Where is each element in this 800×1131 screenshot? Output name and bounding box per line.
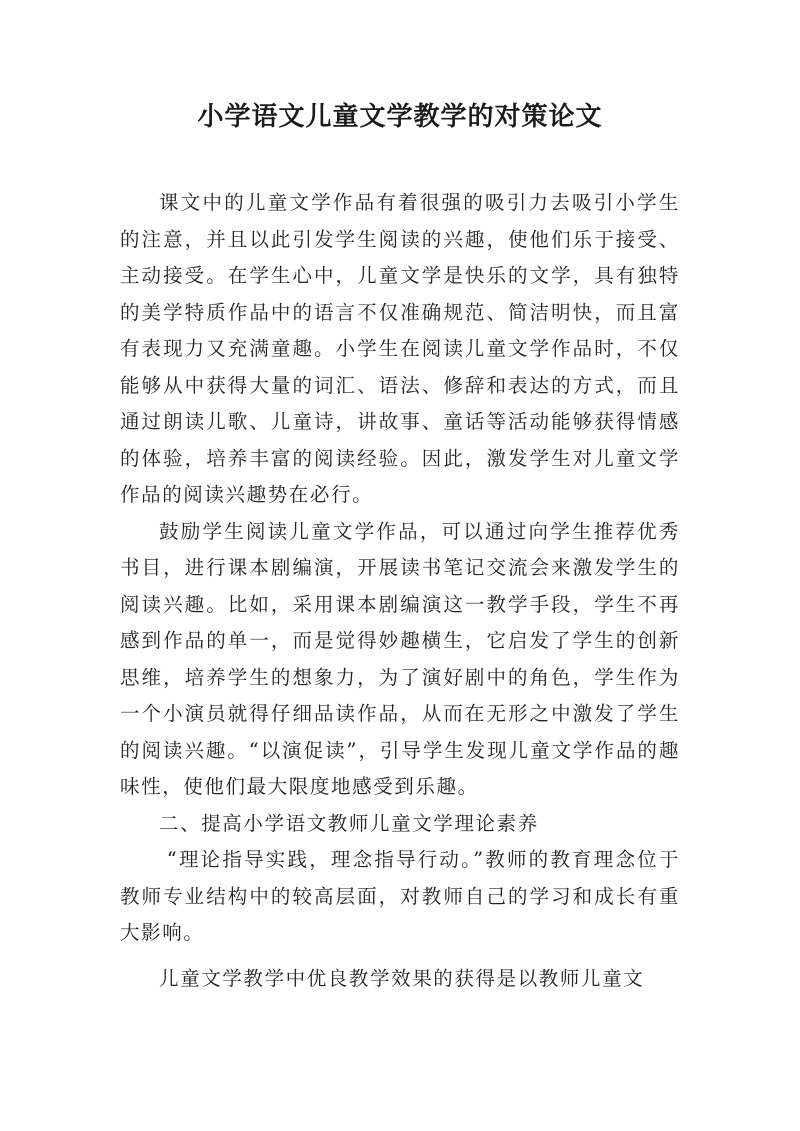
document-body [120,185,680,997]
paragraph-4: 儿童文学教学中优良教学效果的获得是以教师儿童文 [159,966,645,990]
paragraph-3: “理论指导实践，理念指导行动。”教师的教育理念位于教师专业结构中的较高层面，对教师自己的学习和成长有重大影响。 [120,848,680,944]
document-title: 小学语文儿童文学教学的对策论文 [197,102,603,132]
paragraph-1: 课文中的儿童文学作品有着很强的吸引力去吸引小学生的注意，并且以此引发学生阅读的兴趣，使他们乐于接受、主动接受。在学生心中，儿童文学是快乐的文学，具有独特的美学特质作品中的语言不仅准确规范、简洁明快，而且富有表现力又充满童趣。小学生在阅读儿童文学作品时，不仅能够从中获得大量的词汇、语法、修辞和表达的方式，而且通过朗读儿歌、儿童诗，讲故事、童话等活动能够获得情感的体验，培养丰富的阅读经验。因此，激发学生对儿童文学作品的阅读兴趣势在必行。 [120,191,680,506]
paragraph-2: 鼓励学生阅读儿童文学作品，可以通过向学生推荐优秀书目，进行课本剧编演，开展读书笔记交流会来激发学生的阅读兴趣。比如，采用课本剧编演这一教学手段，学生不再感到作品的单一，而是觉得妙趣横生，它启发了学生的创新思维，培养学生的想象力，为了演好剧中的角色，学生作为一个小演员就得仔细品读作品，从而在无形之中激发了学生的阅读兴趣。“以演促读”，引导学生发现儿童文学作品的趣味性，使他们最大限度地感受到乐趣。 [120,519,680,798]
section-heading: 二、提高小学语文教师儿童文学理论素养 [159,811,539,835]
